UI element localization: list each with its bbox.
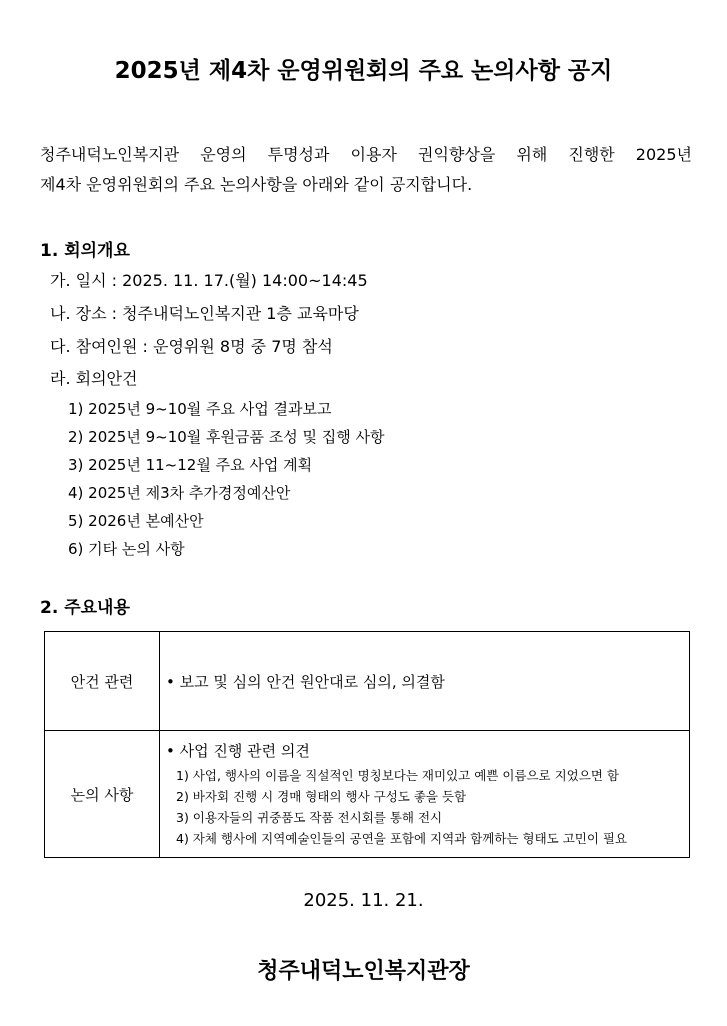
row-content-agenda	[160, 632, 690, 731]
overview-item-attendance: 다. 참여인원 : 운영위원 8명 중 7명 참석	[50, 337, 333, 356]
agenda-item: 2) 2025년 9~10월 후원금품 조성 및 집행 사항	[68, 428, 385, 446]
overview-item-agenda: 라. 회의안건	[50, 369, 138, 388]
discussion-note: 2) 바자회 진행 시 경매 형태의 행사 구성도 좋을 듯함	[176, 788, 467, 804]
intro-line-2: 제4차 운영위원회의 주요 논의사항을 아래와 같이 공지합니다.	[40, 175, 473, 194]
row-label-agenda: 안건 관련	[45, 632, 160, 731]
discussion-note: 3) 이용자들의 귀중품도 작품 전시회를 통해 전시	[176, 809, 443, 825]
agenda-item: 5) 2026년 본예산안	[68, 512, 204, 530]
row-content-discussion	[160, 731, 690, 858]
table-row	[45, 731, 690, 858]
row-label-discussion: 논의 사항	[45, 731, 160, 858]
discussion-note: 4) 자체 행사에 지역예술인들의 공연을 포함에 지역과 함께하는 형태도 고민이 필요	[176, 830, 628, 846]
document-title: 2025년 제4차 운영위원회의 주요 논의사항 공지	[114, 58, 613, 84]
agenda-item: 4) 2025년 제3차 추가경정예산안	[68, 484, 291, 502]
discussion-bullet: • 사업 진행 관련 의견	[166, 741, 310, 760]
agenda-item: 1) 2025년 9~10월 주요 사업 결과보고	[68, 400, 332, 418]
agenda-item: 6) 기타 논의 사항	[68, 540, 185, 558]
overview-item-place: 나. 장소 : 청주내덕노인복지관 1층 교육마당	[50, 304, 359, 323]
table-row	[45, 632, 690, 731]
section-2-heading: 2. 주요내용	[40, 598, 130, 618]
agenda-item: 3) 2025년 11~12월 주요 사업 계획	[68, 456, 313, 474]
intro-line-1: 청주내덕노인복지관 운영의 투명성과 이용자 권익향상을 위해 진행한 2025년	[40, 145, 692, 164]
overview-item-date: 가. 일시 : 2025. 11. 17.(월) 14:00~14:45	[50, 271, 368, 290]
notice-date: 2025. 11. 21.	[303, 890, 424, 911]
discussion-note: 1) 사업, 행사의 이름을 직설적인 명칭보다는 재미있고 예쁜 이름으로 지었으면 함	[176, 767, 619, 783]
issuer-signature: 청주내덕노인복지관장	[257, 959, 470, 984]
agenda-result-bullet: • 보고 및 심의 안건 원안대로 심의, 의결함	[166, 672, 445, 691]
intro-paragraph	[40, 140, 692, 200]
section-1-heading: 1. 회의개요	[40, 241, 130, 261]
main-content-table	[44, 631, 690, 858]
